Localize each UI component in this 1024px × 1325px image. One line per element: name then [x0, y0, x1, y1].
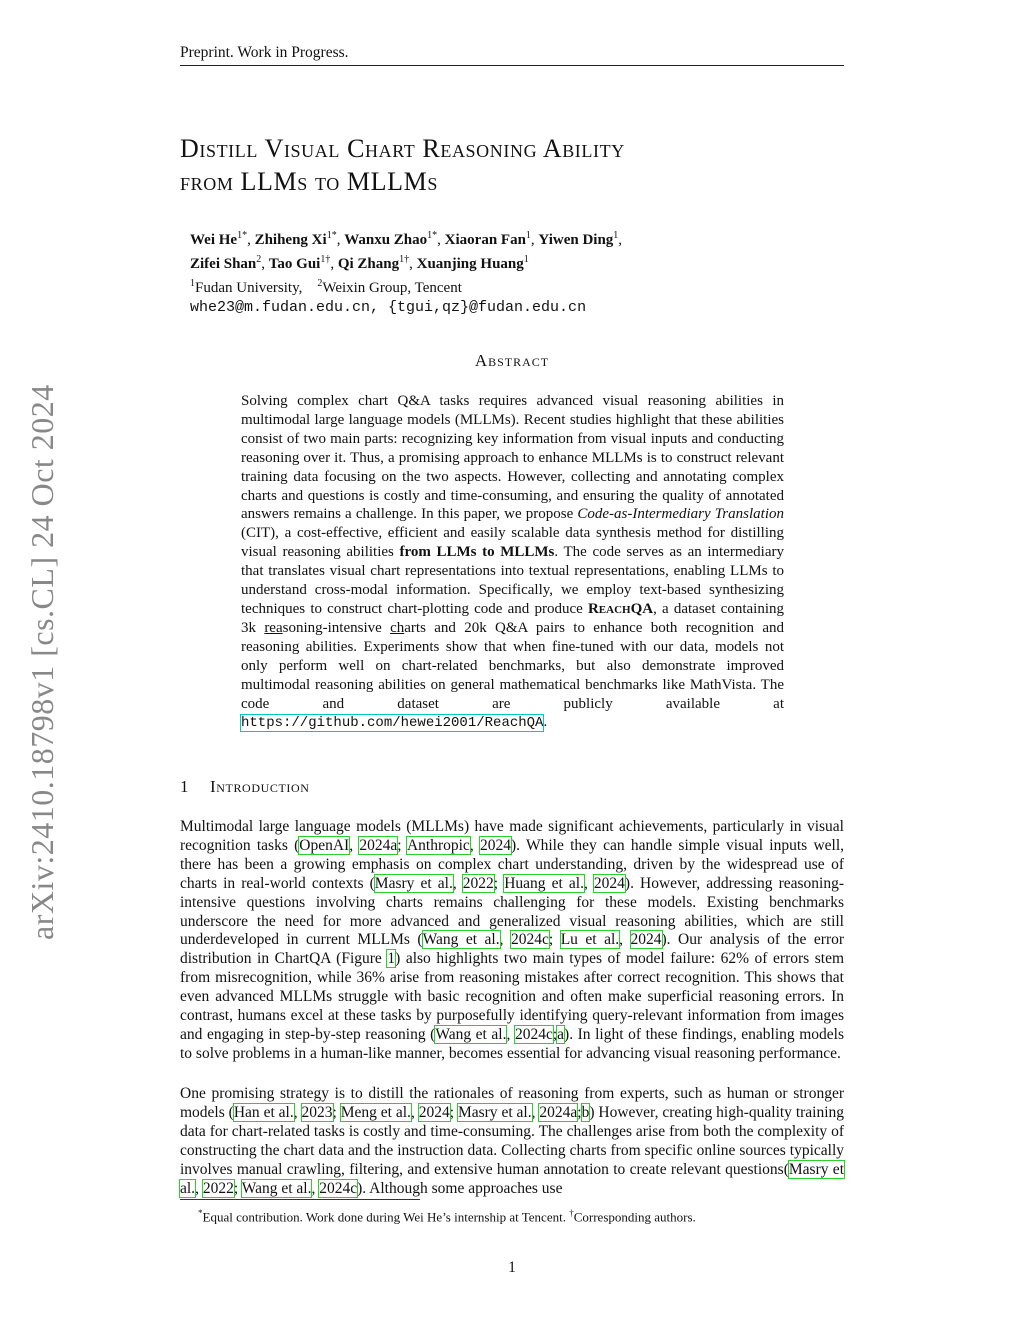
affiliation-sup: 1 — [190, 278, 195, 289]
citation-separator: , — [531, 1103, 540, 1121]
author-sup: 1* — [427, 230, 438, 241]
citation-separator: , — [311, 1179, 320, 1197]
citation-separator: , — [469, 836, 480, 854]
citation-separator: ; — [397, 836, 407, 854]
author-sup: 1 — [523, 254, 529, 265]
section-heading-introduction — [180, 777, 310, 797]
citation-separator: , — [499, 931, 511, 949]
page-number: 1 — [508, 1259, 516, 1276]
body-text: ). While they can handle simple visual inputs well, there has been a growing emphasis on complex chart understanding, driven by the widespread use of charts in real-world contexts ( — [180, 836, 845, 892]
citation-separator: , — [619, 931, 631, 949]
author-emails: whe23@m.fudan.edu.cn, {tgui,qz}@fudan.edu.cn — [190, 299, 587, 316]
abstract-text: soning-intensive — [282, 619, 391, 636]
citation-link[interactable]: 2024c — [319, 1179, 358, 1197]
author-name: Zhiheng Xi — [254, 232, 327, 248]
section-title: Introduction — [210, 777, 310, 796]
citation-link[interactable]: 2022 — [462, 874, 494, 892]
body-text: Multimodal large language models (MLLMs) have made significant achievements, particularly in visual recognition tasks ( — [180, 818, 844, 854]
intro-paragraph-2 — [180, 1085, 844, 1198]
github-link[interactable]: https://github.com/hewei2001/ReachQA — [241, 715, 544, 732]
citation-link[interactable]: b — [581, 1103, 590, 1121]
paper-title — [180, 132, 840, 198]
author-line-2: Zifei Shan$^2$, Tao Gui$^{1\dagger}$, Qi Zhang$^{1\dagger}$, Xuanjing Huang$^1$ — [190, 254, 529, 272]
citation-separator: , — [293, 1103, 302, 1121]
affiliations — [190, 274, 830, 298]
citation-link[interactable]: a — [557, 1025, 565, 1043]
citation-link[interactable]: 2022 — [202, 1179, 234, 1197]
abstract-text: . The code serves as an intermediary that translates visual chart representations into textual representations, enabling LLMs to understand cross-modal information. Specifically, we employ text-based synthesizing techniques to construct chart-plotting code and produce — [241, 544, 785, 617]
abstract-body — [241, 392, 784, 733]
citation-link[interactable]: 2024a — [539, 1103, 578, 1121]
title-llms: LLMs — [240, 167, 308, 196]
author-sup: 1 — [525, 230, 531, 241]
abstract-bold-phrase: from LLMs to MLLMs — [399, 544, 555, 561]
figure-ref-link[interactable]: 1 — [387, 950, 396, 968]
citation-link[interactable]: Masry et al. — [180, 1160, 844, 1197]
section-number: 1 — [180, 777, 190, 796]
abstract-text: . — [543, 714, 548, 731]
title-line-2-mid: to — [314, 167, 340, 196]
citation-link[interactable]: 2024c — [514, 1025, 553, 1043]
citation-link[interactable]: Han et al. — [233, 1103, 294, 1121]
body-text: ). In light of these findings, enabling models to solve problems in a human-like manner, becomes essential for advancing visual reasoning performance. — [180, 1025, 845, 1062]
footnote-star: * — [198, 1208, 203, 1218]
title-mllms: MLLMs — [346, 167, 438, 196]
intro-paragraph-1 — [180, 818, 844, 1064]
affiliation-name: Weixin Group, Tencent — [322, 280, 462, 296]
citation-separator: , — [506, 1025, 515, 1043]
body-text: ) However, creating high-quality training data for chart-related tasks is costly and time-consuming. The challenges arise from both the complexity of constructing the chart data and the instruction data. Collecting charts from specific online sources typically involves manual crawling, filtering, and extensive human annotation to create relevant questions( — [180, 1103, 845, 1178]
abstract-text: arts and 20k Q&A pairs to enhance both recognition and reasoning abilities. Experiments show that when fine-tuned with our data, models not only perform well on chart-related benchmarks, but also demonstrate improved multimodal reasoning abilities on general mathematical benchmarks like MathVista. The code and dataset are publicly available at — [241, 619, 784, 712]
citation-separator: ; — [493, 874, 505, 892]
author-name: Zifei Shan — [190, 256, 257, 272]
citation-separator: , — [452, 874, 463, 892]
footnote — [198, 1208, 696, 1225]
header-rule — [180, 65, 844, 66]
footnote-dagger: † — [569, 1208, 574, 1218]
author-sup: 2 — [256, 254, 262, 265]
author-sup: 1 — [613, 230, 619, 241]
author-name: Xuanjing Huang — [416, 256, 524, 272]
author-sup: 1* — [237, 230, 248, 241]
footnote-rule — [180, 1199, 420, 1200]
author-name: Tao Gui — [268, 256, 321, 272]
citation-separator: ; — [548, 931, 561, 949]
author-name: Xiaoran Fan — [444, 232, 526, 248]
body-text: ). Although some approaches use — [357, 1179, 563, 1197]
body-text: ). However, addressing reasoning-intensive questions involving charts remains challenging for these models. Existing benchmarks underscore the need for more advanced and generalized visual reasoning abilities, which are still underdeveloped in current MLLMs ( — [180, 874, 845, 949]
affiliation-name: Fudan University, — [195, 280, 303, 296]
author-sup: 1* — [326, 230, 337, 241]
affiliation-sup: 2 — [317, 278, 323, 289]
citation-link[interactable]: Wang et al. — [241, 1179, 312, 1197]
citation-separator: ; — [552, 1025, 558, 1043]
citation-link[interactable]: Masry et al. — [457, 1103, 532, 1121]
author-name: Wei He — [190, 232, 238, 248]
citation-separator: ; — [577, 1103, 582, 1121]
citation-link[interactable]: 2024a — [359, 836, 398, 854]
arxiv-stamp: arXiv:2410.18798v1 [cs.CL] 24 Oct 2024 — [24, 384, 60, 940]
running-header: Preprint. Work in Progress. — [180, 44, 349, 61]
author-line-1: Wei $He^{1*}$, Zhiheng $Xi^{1*}$, Wanxu Zhao$^{1*}$, Xiaoran Fan$^1$, Yiwen Ding$^1$, — [190, 230, 623, 248]
citation-link[interactable]: Anthropic — [406, 836, 470, 854]
citation-separator: ; — [449, 1103, 458, 1121]
underlined-rea: rea — [264, 619, 283, 636]
body-text: One promising strategy is to distill the rationales of reasoning from experts, such as human or stronger models ( — [180, 1085, 844, 1121]
citation-link[interactable]: 2024 — [630, 931, 662, 949]
abstract-text: , a dataset containing 3k — [241, 600, 784, 636]
citation-link[interactable]: 2023 — [301, 1103, 333, 1121]
citation-link[interactable]: Meng et al. — [340, 1103, 411, 1121]
body-text: ) also highlights two main types of model failure: 62% of errors stem from misrecognition, while 36% arise from reasoning mistakes after correct recognition. This shows that even advanced MLLMs struggle with basic recognition and often make superficial reasoning errors. In contrast, humans excel at these tasks by purposefully identifying query-relevant information from images and engaging in step-by-step reasoning ( — [180, 950, 845, 1043]
citation-separator: ; — [332, 1103, 341, 1121]
citation-separator: , — [349, 836, 360, 854]
title-line-2-prefix: from — [180, 167, 234, 196]
citation-link[interactable]: OpenAI — [299, 836, 350, 854]
citation-link[interactable]: Wang et al. — [422, 931, 500, 949]
citation-separator: ; — [233, 1179, 242, 1197]
citation-separator: , — [410, 1103, 419, 1121]
author-sup: 1† — [320, 254, 331, 265]
citation-link[interactable]: Huang et al. — [504, 874, 584, 892]
author-name: Qi Zhang — [337, 256, 400, 272]
footnote-text: Corresponding authors. — [573, 1209, 696, 1225]
citation-link[interactable]: Masry et al. — [374, 874, 453, 892]
abstract-text: (CIT), a cost-effective, efficient and easily scalable data synthesis method for distilling visual reasoning abilities — [241, 525, 784, 561]
citation-link[interactable]: 2024 — [479, 836, 511, 854]
citation-link[interactable]: Wang et al. — [435, 1025, 507, 1043]
abstract-heading: Abstract — [474, 351, 550, 370]
citation-link[interactable]: 2024 — [418, 1103, 450, 1121]
citation-link[interactable]: Lu et al. — [560, 931, 620, 949]
abstract-cit-term: Code-as-Intermediary Translation — [577, 506, 784, 523]
footnote-text: Equal contribution. Work done during Wei He’s internship at Tencent. — [202, 1209, 570, 1225]
underlined-ch: ch — [390, 619, 405, 636]
reachqa-name: ReachQA — [587, 600, 654, 617]
citation-link[interactable]: 2024c — [510, 931, 549, 949]
author-name: Yiwen Ding — [538, 232, 614, 248]
body-text: ). Our analysis of the error distribution in ChartQA (Figure — [180, 931, 845, 968]
abstract-text: Solving complex chart Q&A tasks requires advanced visual reasoning abilities in multimodal large language models (MLLMs). Recent studies highlight that these abilities consist of two main parts: recognizing key information from visual inputs and conducting reasoning over it. Thus, a promising approach to enhance MLLMs is to construct relevant training data focusing on the two aspects. However, collecting and annotating complex charts and questions is costly and time-consuming, and ensuring the quality of annotated answers remains a challenge. In this paper, we propose — [241, 393, 784, 523]
title-line-1: Distill Visual Chart Reasoning Ability — [180, 134, 625, 163]
citation-link[interactable]: 2024 — [593, 874, 625, 892]
author-block — [190, 226, 830, 318]
author-name: Wanxu Zhao — [344, 232, 428, 248]
author-sup: 1† — [399, 254, 410, 265]
citation-separator: , — [195, 1179, 203, 1197]
citation-separator: , — [583, 874, 594, 892]
